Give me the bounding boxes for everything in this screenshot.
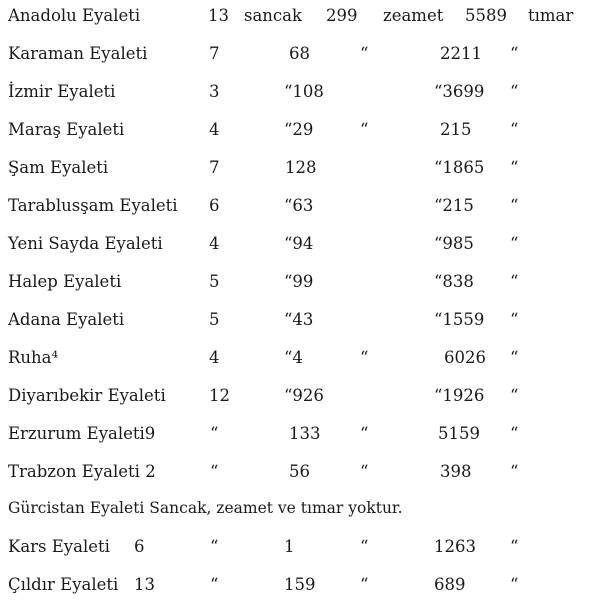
zeamet-count: “63 [284,196,314,215]
province-name: Halep Eyaleti [8,272,122,291]
sancak-count: 5 [209,310,220,329]
timar-count: 689 [434,575,466,594]
ditto-mark: “ [360,537,369,556]
province-row [0,460,594,484]
sancak-count: 5 [209,272,220,291]
ditto-mark: “ [360,462,369,481]
zeamet-count: “94 [284,234,314,253]
province-row [0,535,594,559]
timar-count: “1926 [434,386,485,405]
province-row [0,118,594,142]
timar-count: “985 [434,234,474,253]
zeamet-count: “926 [284,386,324,405]
timar-count: “1559 [434,310,485,329]
province-row [0,80,594,104]
ditto-mark: “ [360,120,369,139]
ditto-mark: “ [510,424,519,443]
ditto-mark: “ [510,272,519,291]
sancak-count: 4 [209,348,220,367]
sancak-count: 6 [209,196,220,215]
zeamet-count: 159 [284,575,316,594]
sancak-count: 3 [209,82,220,101]
ditto-mark: “ [510,234,519,253]
zeamet-count: “108 [284,82,324,101]
province-name: Adana Eyaleti [8,310,125,329]
timar-count: 398 [440,462,472,481]
province-name: İzmir Eyaleti [8,82,116,101]
sancak-count: 7 [209,44,220,63]
timar-count: “1865 [434,158,485,177]
province-name: Kars Eyaleti [8,537,110,556]
sancak-label: sancak [244,6,303,25]
sancak-count: 4 [209,234,220,253]
province-row [0,573,594,597]
province-row [0,4,594,28]
ditto-mark: “ [510,82,519,101]
province-name: Ruha⁴ [8,348,59,367]
zeamet-count: 1 [284,537,295,556]
ditto-mark: “ [360,424,369,443]
province-name: Maraş Eyaleti [8,120,125,139]
zeamet-count: “43 [284,310,314,329]
ditto-mark: “ [510,196,519,215]
zeamet-count: “99 [284,272,314,291]
zeamet-count: “4 [284,348,303,367]
ditto-mark: “ [510,158,519,177]
ditto-mark: “ [360,575,369,594]
ditto-mark: “ [510,310,519,329]
zeamet-count: “29 [284,120,314,139]
timar-count: “3699 [434,82,485,101]
zeamet-count: 133 [289,424,321,443]
province-row [0,346,594,370]
timar-count: “215 [434,196,474,215]
ditto-mark: “ [510,462,519,481]
province-row [0,194,594,218]
province-name: Anadolu Eyaleti [8,6,141,25]
province-name: Karaman Eyaleti [8,44,148,63]
province-name: Çıldır Eyaleti [8,575,119,594]
zeamet-count: 128 [285,158,317,177]
sancak-count: 12 [209,386,230,405]
province-row [0,42,594,66]
sancak-count: 4 [209,120,220,139]
province-name: Tarablusşam Eyaleti [8,196,178,215]
sancak-count: 6 [134,537,145,556]
ditto-mark: “ [510,120,519,139]
timar-count: 6026 [444,348,486,367]
zeamet-label: zeamet [383,6,444,25]
timar-count: 5159 [438,424,480,443]
ditto-mark: “ [360,348,369,367]
province-name: Şam Eyaleti [8,158,109,177]
note-text: Gürcistan Eyaleti Sancak, zeamet ve tımar yoktur. [8,499,403,517]
ditto-mark: “ [510,44,519,63]
province-name: Diyarıbekir Eyaleti [8,386,166,405]
timar-count: 1263 [434,537,476,556]
zeamet-count: 56 [289,462,310,481]
province-row [0,232,594,256]
timar-count: “838 [434,272,474,291]
ditto-mark: “ [210,462,219,481]
sancak-count: 13 [208,6,229,25]
ditto-mark: “ [510,537,519,556]
zeamet-count: 299 [326,6,358,25]
province-name: Yeni Sayda Eyaleti [8,234,163,253]
timar-label: tımar [528,6,574,25]
province-row [0,384,594,408]
zeamet-count: 68 [289,44,310,63]
ditto-mark: “ [210,537,219,556]
timar-count: 215 [440,120,472,139]
province-row [0,156,594,180]
province-name: Erzurum Eyaleti9 [8,424,156,443]
ditto-mark: “ [510,575,519,594]
sancak-count: 7 [209,158,220,177]
sancak-count: 13 [134,575,155,594]
ditto-mark: “ [210,575,219,594]
timar-count: 5589 [465,6,507,25]
province-name: Trabzon Eyaleti 2 [8,462,156,481]
province-row [0,308,594,332]
ditto-mark: “ [510,386,519,405]
timar-count: 2211 [440,44,482,63]
province-row [0,422,594,446]
province-row [0,270,594,294]
ditto-mark: “ [360,44,369,63]
ditto-mark: “ [510,348,519,367]
ditto-mark: “ [210,424,219,443]
